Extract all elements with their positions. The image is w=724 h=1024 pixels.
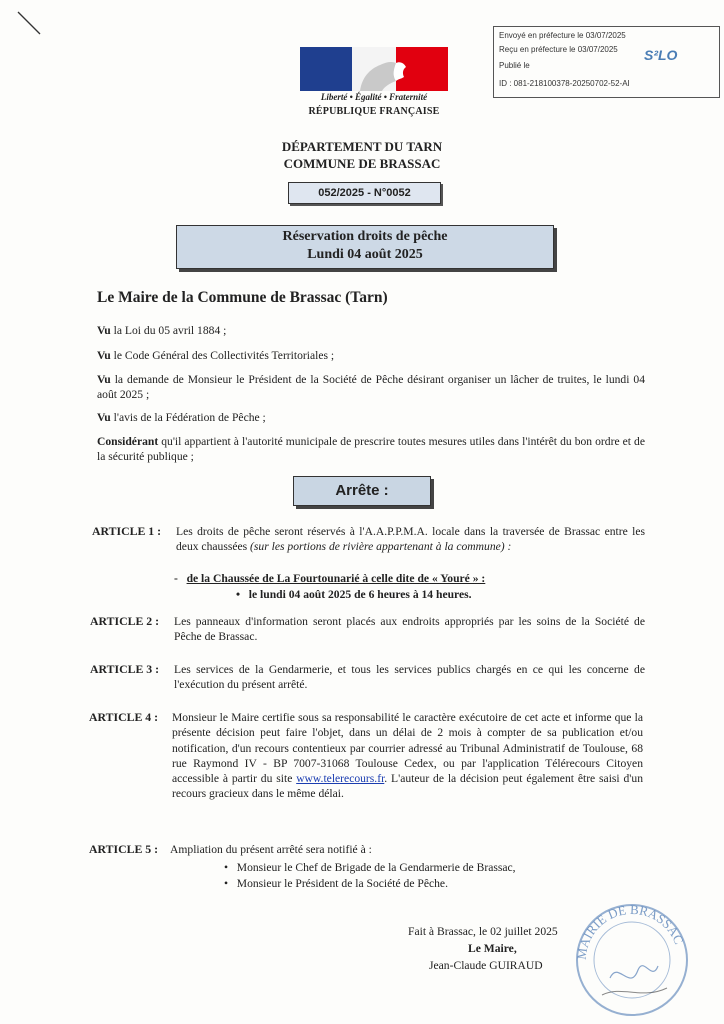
visa-1 bbox=[97, 323, 645, 338]
article-4-body: Monsieur le Maire certifie sous sa responsabilité le caractère exécutoire de cet acte et informe que la présente décision peut faire l'objet, dans un délai de 2 mois à compter de sa publication et/ou notification, d'un recours contentieux par courrier adressé au Tribunal Administratif de Toulouse, 68 rue Raymond IV - BP 7007-31068 Toulouse Cedex, ou par l'application Télérecours Citoyen accessible à partir du site bbox=[172, 711, 643, 786]
place-date: Fait à Brassac, le 02 juillet 2025 bbox=[408, 925, 558, 938]
commune: COMMUNE DE BRASSAC bbox=[283, 156, 441, 171]
svg-text:MAIRIE DE BRASSAC bbox=[574, 902, 687, 961]
visa-4 bbox=[97, 410, 645, 425]
scan-mark bbox=[14, 8, 44, 38]
title-line-2: Lundi 04 août 2025 bbox=[307, 247, 423, 262]
article-1-label: ARTICLE 1 : bbox=[92, 524, 162, 538]
article-5-item-text: Monsieur le Président de la Société de Pêche. bbox=[236, 877, 448, 890]
article-1-body: Les droits de pêche seront réservés à l'A.A.P.P.M.A. locale dans la traversée de Brassac entre les deux chaussées bbox=[176, 525, 645, 554]
considerant bbox=[97, 434, 645, 464]
seal-text: MAIRIE DE BRASSAC bbox=[573, 901, 687, 961]
article-2-text: Les panneaux d'information seront placés aux endroits appropriés par les soins de la Société de Pêche de Brassac. bbox=[174, 615, 645, 644]
visa-text: le Code Général des Collectivités Territoriales ; bbox=[110, 349, 335, 362]
title-box bbox=[176, 225, 554, 269]
article-1-subitem-text: le lundi 04 août 2025 de 6 heures à 14 heures. bbox=[248, 588, 472, 601]
republique-francaise: RÉPUBLIQUE FRANÇAISE bbox=[308, 106, 440, 117]
visa-text: la Loi du 05 avril 1884 ; bbox=[110, 324, 227, 337]
visa-lead: Vu bbox=[97, 373, 111, 386]
article-4-text bbox=[172, 710, 643, 802]
visa-3 bbox=[97, 372, 645, 402]
article-4-label: ARTICLE 4 : bbox=[89, 710, 159, 724]
article-3-label: ARTICLE 3 : bbox=[90, 662, 160, 676]
s2lo-logo: S²LO bbox=[644, 47, 678, 63]
stamp-id: ID : 081-218100378-20250702-52-AI bbox=[499, 79, 630, 88]
visa-lead: Considérant bbox=[97, 435, 159, 448]
article-5-text: Ampliation du présent arrêté sera notifié à : bbox=[170, 843, 372, 856]
article-4-body-end: . L'auteur de la décision peut également être saisi d'un recours gracieux dans le même délai. bbox=[172, 772, 643, 801]
article-3-text: Les services de la Gendarmerie, et tous les services publics chargés en ce qui les concerne de l'exécution du présent arrêté. bbox=[174, 663, 645, 692]
article-2-label: ARTICLE 2 : bbox=[90, 614, 160, 628]
prefecture-stamp bbox=[493, 26, 720, 98]
stamp-recu: Reçu en préfecture le 03/07/2025 bbox=[499, 45, 618, 54]
signatory-name: Jean-Claude GUIRAUD bbox=[429, 959, 543, 972]
mairie-seal bbox=[572, 900, 692, 1020]
visa-lead: Vu bbox=[97, 411, 111, 424]
visa-text: la demande de Monsieur le Président de la Société de Pêche désirant organiser un lâcher de truites, le lundi 04 août 2025 ; bbox=[97, 373, 645, 401]
stamp-publie: Publié le bbox=[499, 61, 530, 70]
visa-lead: Vu bbox=[97, 324, 111, 337]
visa-text: qu'il appartient à l'autorité municipale de prescrire toutes mesures utiles dans l'intérêt du bon ordre et de la sécurité publique ; bbox=[97, 435, 645, 463]
article-5-item-text: Monsieur le Chef de Brigade de la Gendarmerie de Brassac, bbox=[236, 861, 516, 874]
article-1-text bbox=[176, 524, 645, 555]
arrete-heading: Arrête : bbox=[293, 476, 431, 506]
article-1-italic: (sur les portions de rivière appartenant à la commune) : bbox=[250, 540, 512, 554]
stamp-envoye: Envoyé en préfecture le 03/07/2025 bbox=[499, 31, 626, 40]
telerecours-link[interactable]: www.telerecours.fr bbox=[296, 772, 385, 786]
article-5-item-1: • Monsieur le Chef de Brigade de la Gendarmerie de Brassac, bbox=[224, 861, 516, 874]
devise: Liberté • Égalité • Fraternité bbox=[320, 92, 428, 102]
maire-heading: Le Maire de la Commune de Brassac (Tarn) bbox=[97, 289, 388, 306]
visa-text: l'avis de la Fédération de Pêche ; bbox=[110, 411, 266, 424]
visa-2 bbox=[97, 348, 645, 363]
visa-lead: Vu bbox=[97, 349, 111, 362]
signatory-role: Le Maire, bbox=[468, 942, 517, 955]
article-1-subitem: • le lundi 04 août 2025 de 6 heures à 14 heures. bbox=[236, 588, 472, 601]
article-1-item: - de la Chaussée de La Fourtounarié à celle dite de « Youré » : bbox=[174, 572, 486, 585]
departement: DÉPARTEMENT DU TARN bbox=[281, 139, 443, 154]
marianne-logo bbox=[300, 47, 448, 91]
article-5-item-2: • Monsieur le Président de la Société de Pêche. bbox=[224, 877, 448, 890]
arrete-number: 052/2025 - N°0052 bbox=[288, 182, 441, 204]
title-line-1: Réservation droits de pêche bbox=[282, 229, 448, 244]
article-1-item-text: de la Chaussée de La Fourtounarié à celle dite de « Youré » : bbox=[186, 572, 486, 585]
article-5-label: ARTICLE 5 : bbox=[89, 842, 159, 856]
